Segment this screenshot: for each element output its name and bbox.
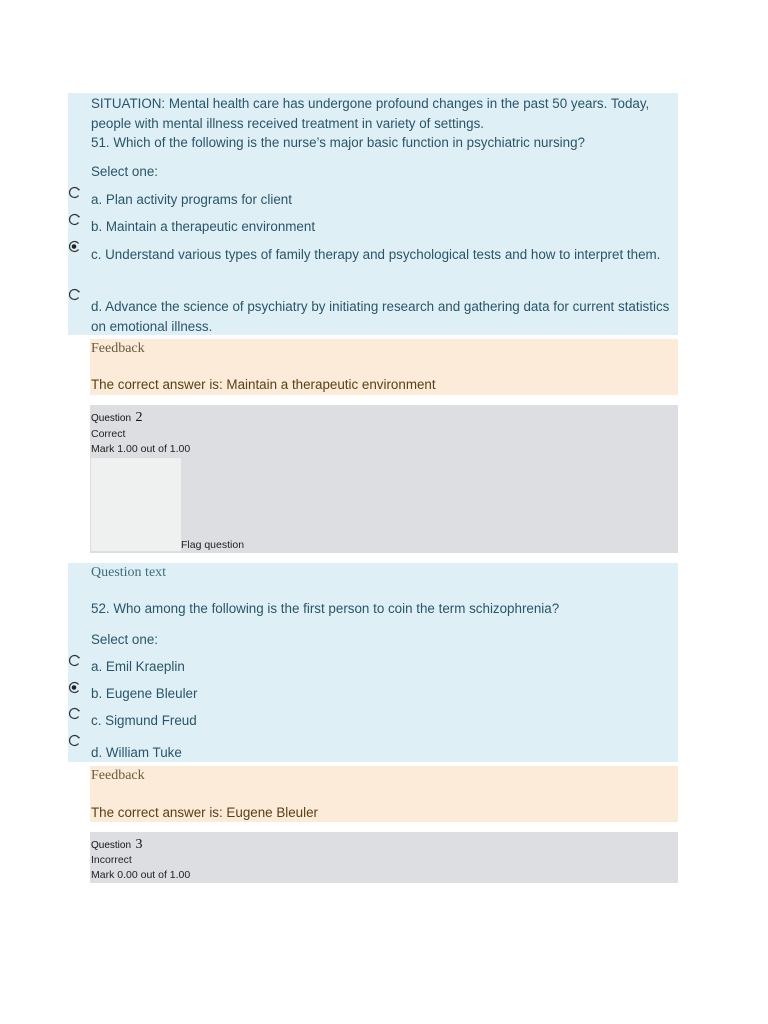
question-1-correct-answer: The correct answer is: Maintain a therapeutic environment (91, 377, 436, 392)
question-1-situation: SITUATION: Mental health care has undergone profound changes in the past 50 years. Today, people with mental illness received treatment in variety of settings. (91, 96, 650, 131)
question-label: Question (91, 413, 132, 424)
question-1-prompt: 51. Which of the following is the nurse’s major basic function in psychiatric nursing? (91, 135, 585, 150)
flag-question-link[interactable]: Flag question (181, 539, 245, 551)
question-2-state: Correct (91, 428, 126, 440)
question-1-feedback-heading: Feedback (91, 341, 145, 356)
question-1-option-c[interactable]: c. Understand various types of family therapy and psychological tests and how to interpret them. (91, 247, 661, 262)
question-1-option-a[interactable]: a. Plan activity programs for client (91, 192, 292, 207)
question-1-option-b[interactable]: b. Maintain a therapeutic environment (91, 219, 316, 234)
question-3-mark: Mark 0.00 out of 1.00 (91, 869, 191, 881)
radio-unselected-icon[interactable] (68, 213, 81, 226)
question-1-select-one: Select one: (91, 164, 158, 179)
radio-unselected-icon[interactable] (68, 707, 81, 720)
question-2-text-heading: Question text (91, 565, 167, 580)
radio-unselected-icon[interactable] (68, 734, 81, 747)
question-2-correct-answer: The correct answer is: Eugene Bleuler (91, 805, 319, 820)
question-2-option-d[interactable]: d. William Tuke (91, 745, 182, 760)
question-2-mark: Mark 1.00 out of 1.00 (91, 443, 191, 455)
question-label: Question (91, 840, 132, 851)
radio-unselected-icon[interactable] (68, 288, 81, 301)
question-2-prompt: 52. Who among the following is the first person to coin the term schizophrenia? (91, 601, 560, 616)
radio-selected-icon[interactable] (68, 240, 81, 253)
question-2-option-c[interactable]: c. Sigmund Freud (91, 713, 197, 728)
radio-unselected-icon[interactable] (68, 654, 81, 667)
question-2-option-b[interactable]: b. Eugene Bleuler (91, 686, 198, 701)
question-2-select-one: Select one: (91, 632, 158, 647)
question-3-state: Incorrect (91, 854, 132, 866)
question-number: 3 (135, 837, 143, 852)
radio-selected-icon[interactable] (68, 681, 81, 694)
radio-unselected-icon[interactable] (68, 186, 81, 199)
question-2-feedback-heading: Feedback (91, 768, 145, 783)
question-2-option-a[interactable]: a. Emil Kraeplin (91, 659, 185, 674)
question-number: 2 (135, 410, 143, 425)
question-1-option-d[interactable]: d. Advance the science of psychiatry by initiating research and gathering data for current statistics on emotional illness. (91, 299, 670, 334)
flag-question-box[interactable] (91, 458, 181, 551)
question-3-number (91, 835, 142, 853)
question-2-number (91, 408, 142, 426)
